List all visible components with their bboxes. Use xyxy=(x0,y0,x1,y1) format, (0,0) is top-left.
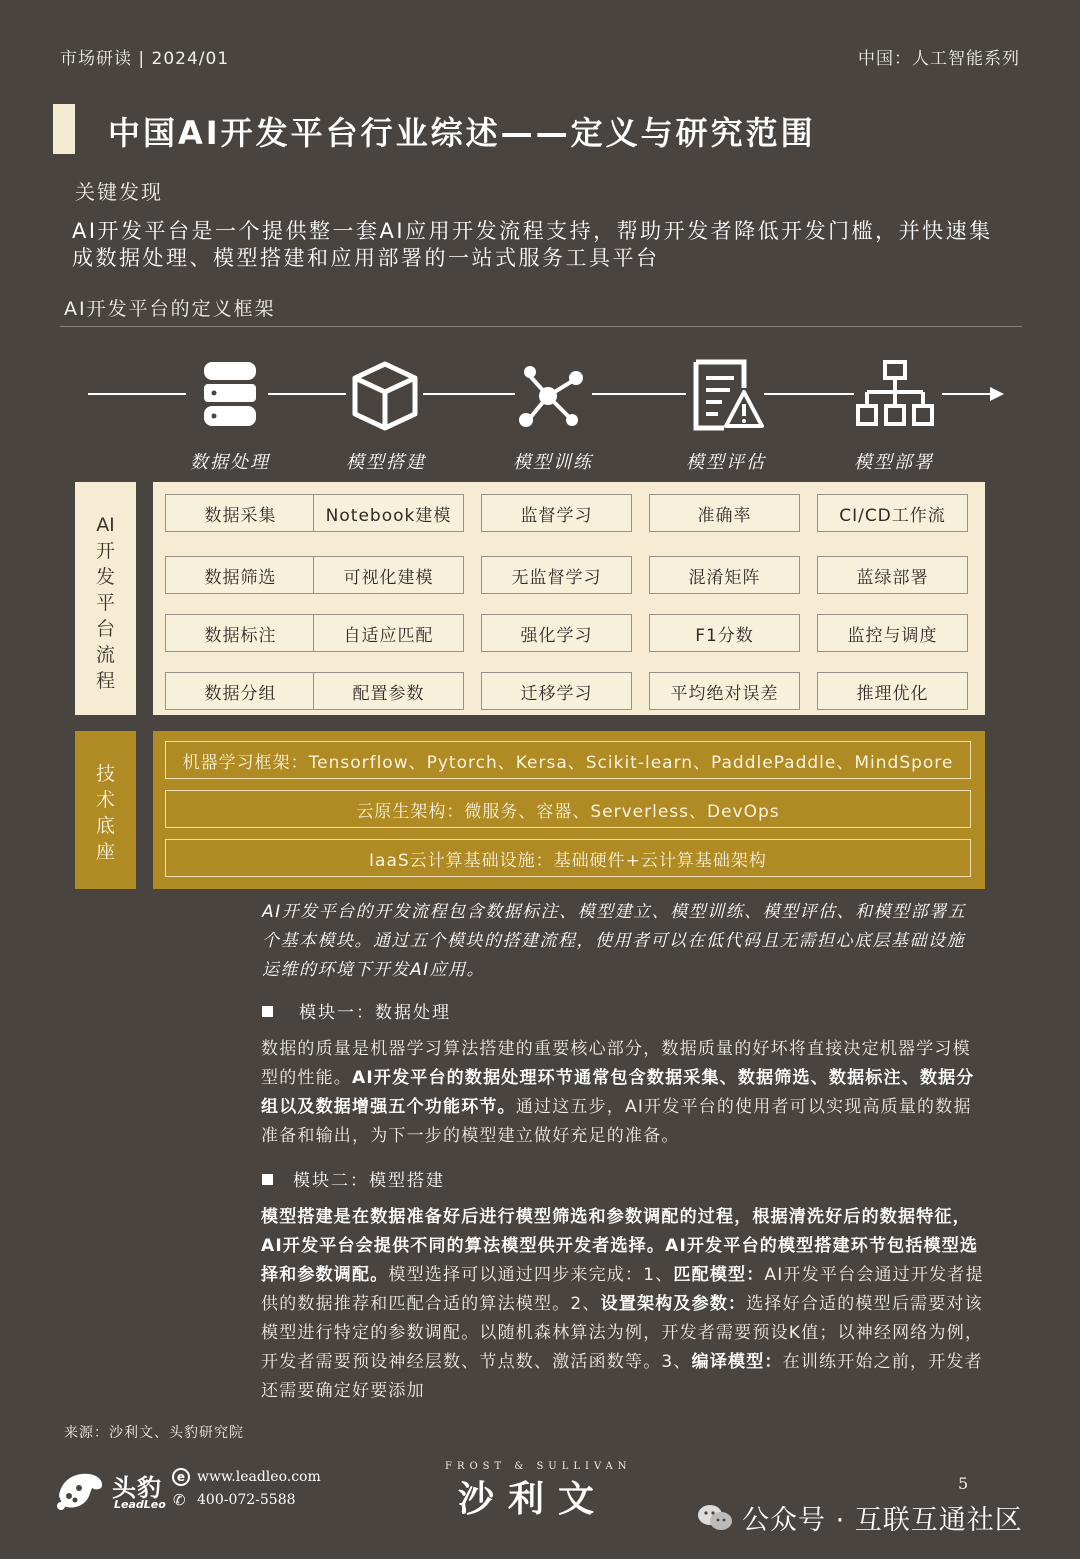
module2-heading-text: 模块二：模型搭建 xyxy=(293,1171,445,1191)
module2-bold-text: 设置架构及参数： xyxy=(600,1294,747,1314)
module1-paragraph xyxy=(261,1035,985,1151)
module2-text: 选择好合适的模型后需要对该模型进行特定的参数调配。以随机森林算法为例，开发者需要预设K值；以神经网络为例，开发者需要预设神经层数、节点数、激活函数等。3、 xyxy=(261,1294,984,1372)
process-cell: 平均绝对误差 xyxy=(649,672,800,710)
leadleo-logo-text: 头豹 xyxy=(112,1474,162,1502)
module1-bold-text: AI开发平台的数据处理环节通常包含数据采集、数据筛选、数据标注、数据分组以及数据增强五个功能环节。 xyxy=(261,1068,975,1117)
process-cell: 推理优化 xyxy=(817,672,968,710)
tech-foundation xyxy=(153,731,985,889)
module2-text: 在训练开始之前，开发者还需要确定好要添加 xyxy=(261,1352,983,1401)
network-icon xyxy=(512,358,592,432)
flow-line xyxy=(88,393,186,395)
module1-text: 数据的质量是机器学习算法搭建的重要核心部分，数据质量的好坏将直接决定机器学习模型的性能。 xyxy=(261,1039,971,1088)
bullet-square-icon xyxy=(262,1006,273,1017)
process-cell: 监控与调度 xyxy=(817,614,968,652)
side-char: 流 xyxy=(95,644,115,666)
process-cell: 自适应匹配 xyxy=(313,614,464,652)
side-char: 台 xyxy=(95,618,115,640)
process-cell: 数据分组 xyxy=(165,672,316,710)
module2-heading xyxy=(262,1166,445,1191)
module2-text: AI开发平台会通过开发者提供的数据推荐和匹配合适的算法模型。2、 xyxy=(261,1265,984,1314)
step-label-deploy: 模型部署 xyxy=(854,452,934,473)
key-findings-label: 关键发现 xyxy=(75,180,163,204)
phone: 400-072-5588 xyxy=(197,1492,296,1508)
tech-side-label xyxy=(75,731,136,889)
tech-row-iaas: IaaS云计算基础设施：基础硬件+云计算基础架构 xyxy=(165,839,971,877)
step-label-evaluate: 模型评估 xyxy=(686,452,766,473)
side-char: 程 xyxy=(95,670,115,692)
process-cell: 监督学习 xyxy=(481,494,632,532)
database-icon xyxy=(190,358,270,432)
step-label-build: 模型搭建 xyxy=(346,452,426,473)
key-findings-text: AI开发平台是一个提供整一套AI应用开发流程支持，帮助开发者降低开发门槛，并快速集成数据处理、模型搭建和应用部署的一站式服务工具平台 xyxy=(72,219,993,270)
process-cell: CI/CD工作流 xyxy=(817,494,968,532)
side-char: 发 xyxy=(95,566,115,588)
side-char: 平 xyxy=(95,592,115,614)
tech-row-ml-frameworks: 机器学习框架：Tensorflow、Pytorch、Kersa、Scikit-learn、PaddlePaddle、MindSpore xyxy=(165,741,971,779)
process-cell: 数据筛选 xyxy=(165,556,316,594)
flow-line xyxy=(592,393,686,395)
process-cell: 混淆矩阵 xyxy=(649,556,800,594)
flow-line xyxy=(942,393,992,395)
module1-heading-text: 模块一：数据处理 xyxy=(299,1003,451,1023)
step-label-data: 数据处理 xyxy=(190,452,270,473)
cube-icon xyxy=(345,358,425,432)
process-cell: 可视化建模 xyxy=(313,556,464,594)
leadleo-logo-sub: LeadLeo xyxy=(114,1498,166,1511)
page-title: 中国AI开发平台行业综述——定义与研究范围 xyxy=(108,114,816,152)
leopard-logo-icon xyxy=(55,1466,105,1512)
side-char: 技 xyxy=(95,763,115,785)
side-char: 术 xyxy=(95,789,115,811)
module1-heading xyxy=(262,998,451,1023)
phone-icon: ✆ xyxy=(173,1491,186,1509)
module2-paragraph xyxy=(261,1203,985,1406)
side-char: 座 xyxy=(95,841,115,863)
header-right: 中国：人工智能系列 xyxy=(858,49,1020,69)
partner-cn: 沙利文 xyxy=(458,1479,609,1520)
header-left: 市场研读 | 2024/01 xyxy=(60,49,230,69)
process-cell: F1分数 xyxy=(649,614,800,652)
title-accent-bar xyxy=(53,104,75,154)
page-number: 5 xyxy=(958,1474,969,1493)
process-cell: 无监督学习 xyxy=(481,556,632,594)
web-icon: e xyxy=(172,1468,190,1486)
report-warning-icon xyxy=(686,358,766,432)
bullet-square-icon xyxy=(262,1174,273,1185)
website: www.leadleo.com xyxy=(197,1469,321,1485)
flow-line xyxy=(764,393,854,395)
hierarchy-icon xyxy=(855,358,935,432)
step-label-train: 模型训练 xyxy=(513,452,593,473)
process-cell: 蓝绿部署 xyxy=(817,556,968,594)
process-side-label xyxy=(75,482,136,715)
side-char: 底 xyxy=(95,815,115,837)
process-cell: 迁移学习 xyxy=(481,672,632,710)
framework-title: AI开发平台的定义框架 xyxy=(64,298,276,320)
partner-en: FROST & SULLIVAN xyxy=(445,1461,632,1472)
intro-paragraph: AI开发平台的开发流程包含数据标注、模型建立、模型训练、模型评估、和模型部署五个基本模块。通过五个模块的搭建流程，使用者可以在低代码且无需担心底层基础设施运维的环境下开发AI应用。 xyxy=(262,902,967,980)
module1-text: 通过这五步，AI开发平台的使用者可以实现高质量的数据准备和输出，为下一步的模型建立做好充足的准备。 xyxy=(261,1097,972,1146)
process-cell: 数据采集 xyxy=(165,494,316,532)
framework-divider xyxy=(60,326,1022,327)
process-cell: 配置参数 xyxy=(313,672,464,710)
side-char: AI xyxy=(96,514,115,536)
process-cell: 强化学习 xyxy=(481,614,632,652)
process-grid xyxy=(153,482,985,715)
module2-bold-text: 模型搭建是在数据准备好后进行模型筛选和参数调配的过程，根据清洗好后的数据特征，AI开发平台会提供不同的算法模型供开发者选择。AI开发平台的模型搭建环节包括模型选择和参数调配。 xyxy=(261,1207,979,1285)
flow-line xyxy=(268,393,346,395)
flow-arrow-icon xyxy=(990,387,1004,401)
flow-line xyxy=(423,393,515,395)
wechat-watermark: 公众号 · 互联互通社区 xyxy=(742,1505,1023,1536)
process-cell: 准确率 xyxy=(649,494,800,532)
side-char: 开 xyxy=(95,540,115,562)
source-note: 来源：沙利文、头豹研究院 xyxy=(64,1425,244,1441)
process-cell: Notebook建模 xyxy=(313,494,464,532)
module2-bold-text: 编译模型： xyxy=(691,1352,783,1372)
tech-row-cloud-native: 云原生架构：微服务、容器、Serverless、DevOps xyxy=(165,790,971,828)
module2-text: 模型选择可以通过四步来完成：1、 xyxy=(388,1265,674,1285)
module2-bold-text: 匹配模型： xyxy=(673,1265,765,1285)
process-cell: 数据标注 xyxy=(165,614,316,652)
wechat-icon xyxy=(697,1503,733,1533)
